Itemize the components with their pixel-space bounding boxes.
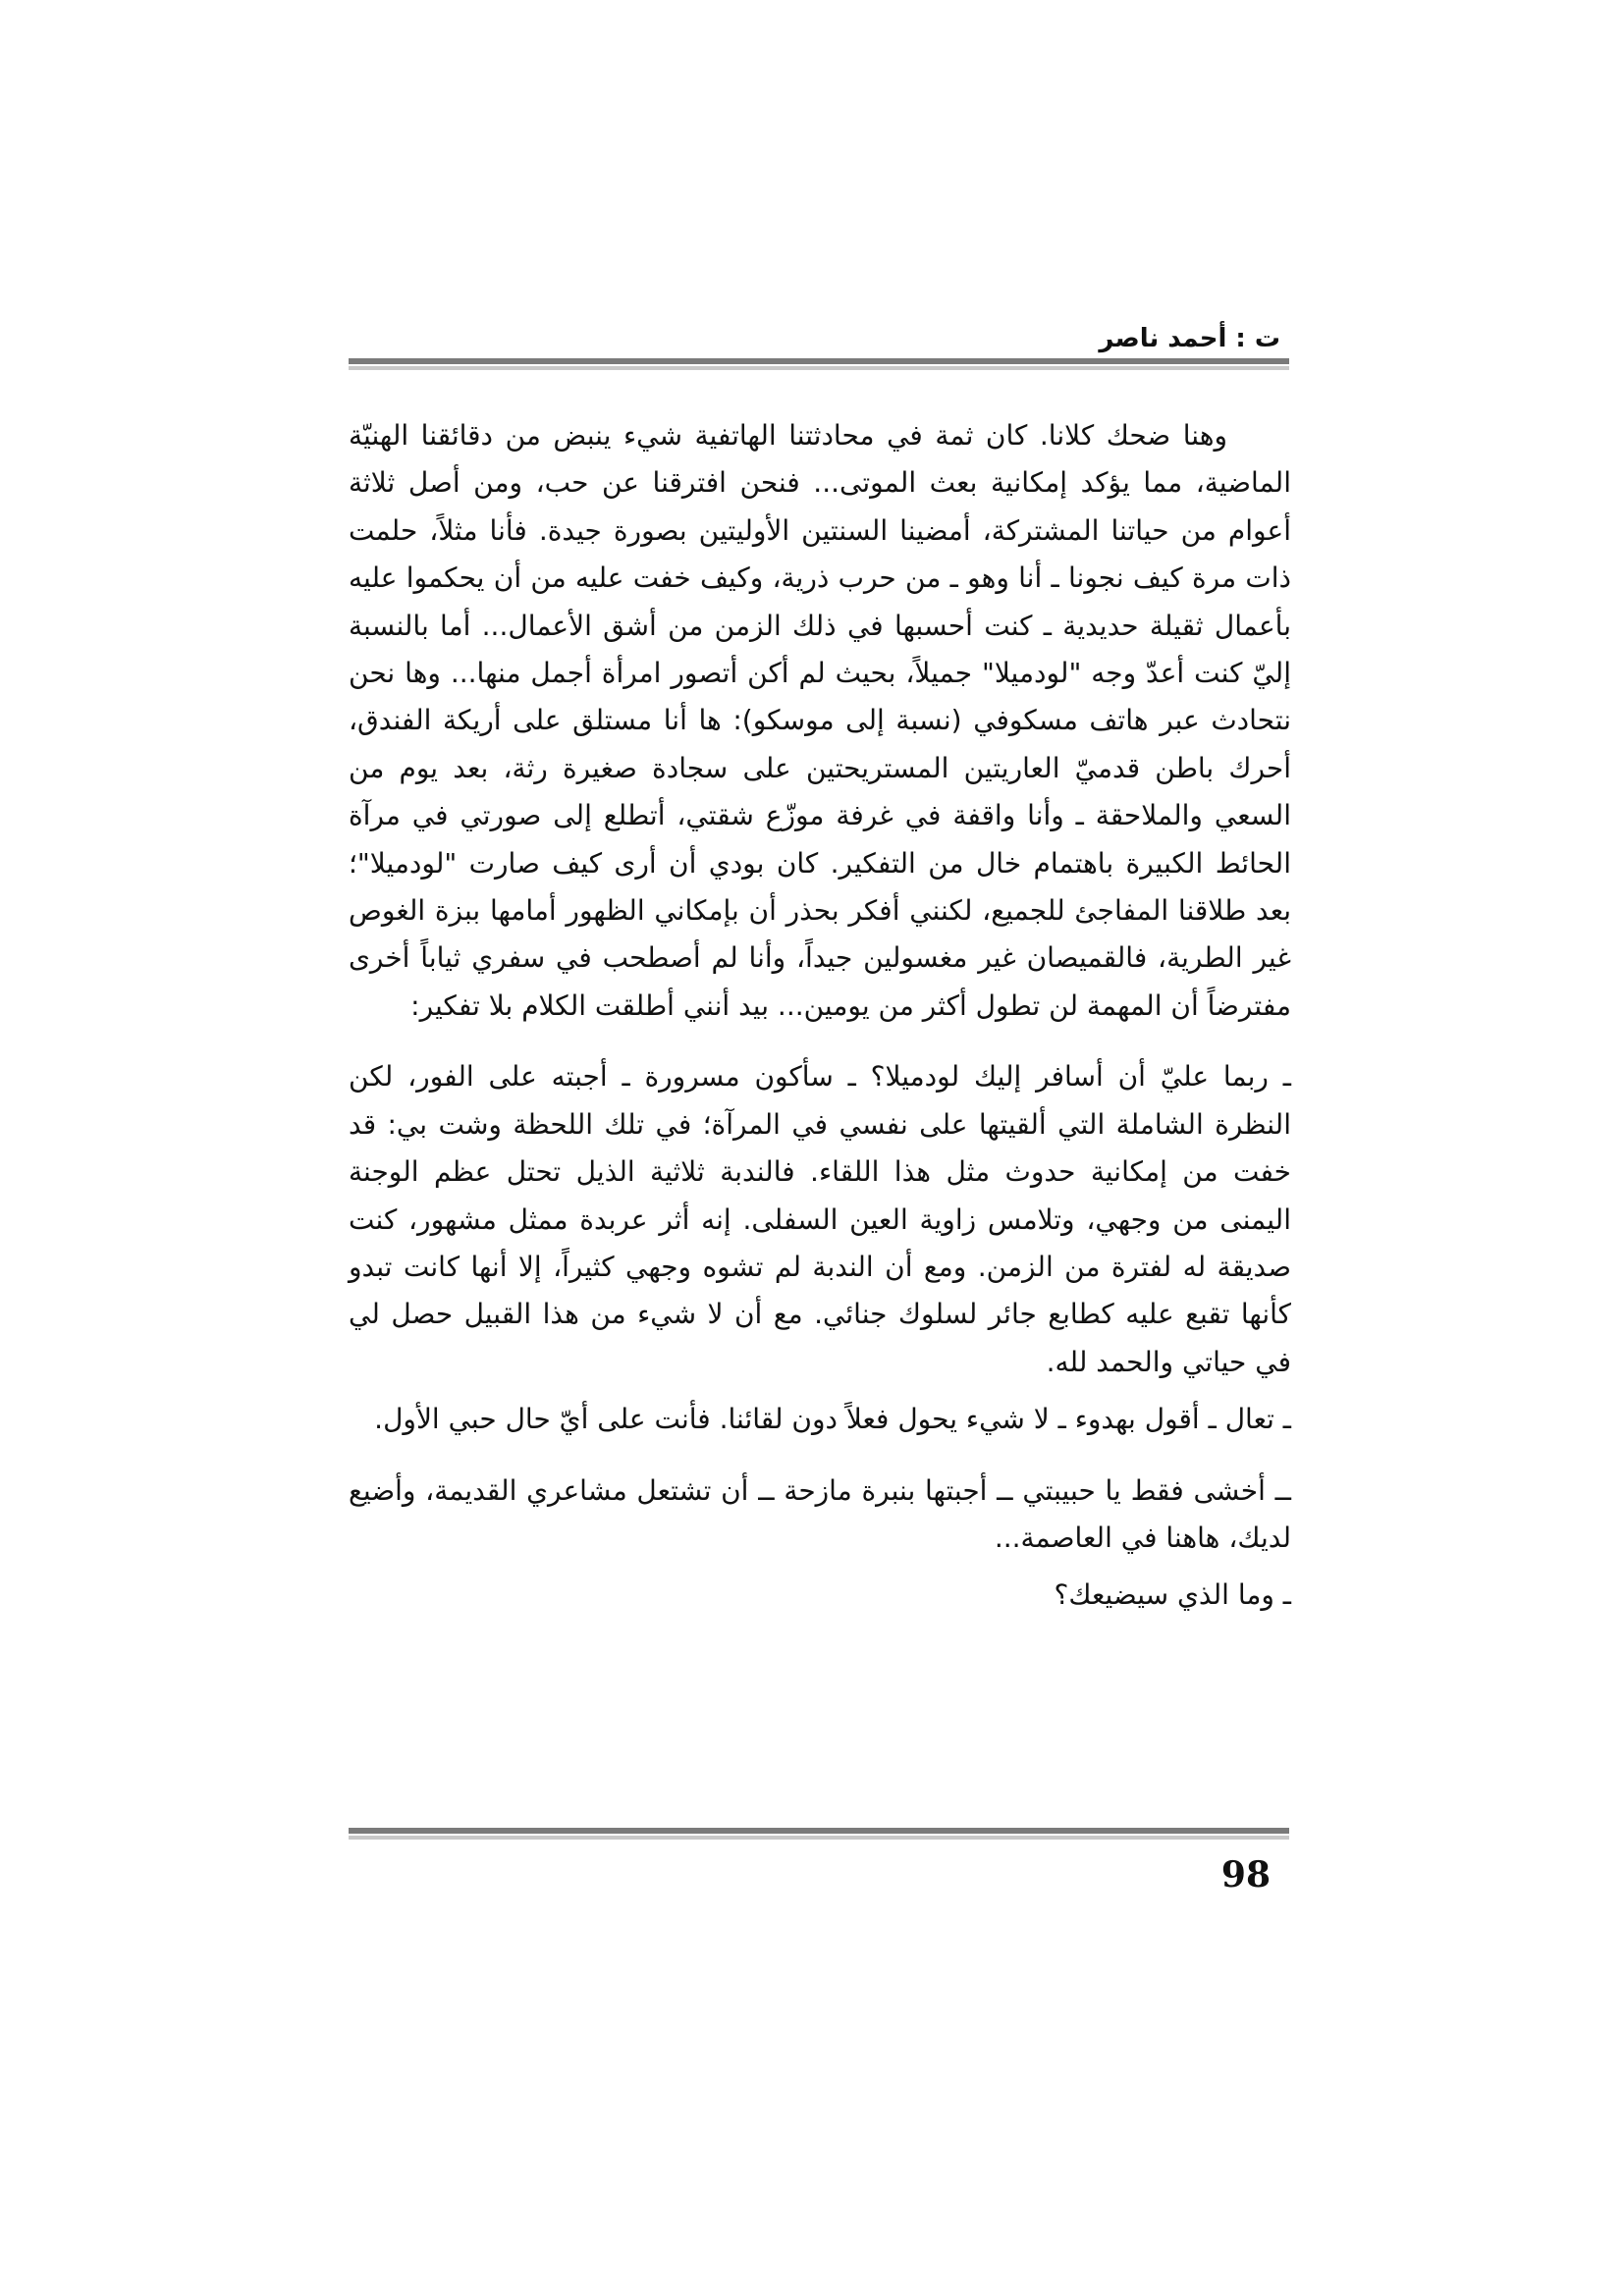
paragraph: وهنا ضحك كلانا. كان ثمة في محادثتنا الهاتفية شيء ينبض من دقائقنا الهنيّة الماضية، مما يؤكد إمكانية بعث الموتى... فنحن افترقنا عن حب، ومن أصل ثلاثة أعوام من حياتنا المشتركة، أمضينا السنتين الأوليتين بصورة جيدة. فأنا مثلاً، حلمت ذات مرة كيف نجونا ـ أنا وهو ـ من حرب ذرية، وكيف خفت عليه من أن يحكموا عليه بأعمال ثقيلة حديدية ـ كنت أحسبها في ذلك الزمن من أشق الأعمال... أما بالنسبة إليّ كنت أعدّ وجه "لودميلا" جميلاً، بحيث لم أكن أتصور امرأة أجمل منها... وها نحن نتحادث عبر هاتف مسكوفي (نسبة إلى موسكو): ها أنا مستلق على أريكة الفندق، أحرك باطن قدميّ العاريتين المستريحتين على سجادة صغيرة رثة، بعد يوم من السعي والملاحقة ـ وأنا واقفة في غرفة موزّع شقتي، أتطلع إلى صورتي في مرآة الحائط الكبيرة باهتمام خال من التفكير. كان بودي أن أرى كيف صارت "لودميلا"؛ بعد طلاقنا المفاجئ للجميع، لكنني أفكر بحذر أن بإمكاني الظهور أمامها ببزة الغوص غير الطرية، فالقميصان غير مغسولين جيداً، وأنا لم أصطحب في سفري ثياباً أخرى مفترضاً أن المهمة لن تطول أكثر من يومين... بيد أنني أطلقت الكلام بلا تفكير: bbox=[349, 419, 1291, 1022]
header-divider bbox=[349, 358, 1289, 370]
paragraph: ـ تعال ـ أقول بهدوء ـ لا شيء يحول فعلاً دون لقائنا. فأنت على أيّ حال حبي الأول. bbox=[374, 1403, 1291, 1436]
paragraph: ـ وما الذي سيضيعك؟ bbox=[1054, 1578, 1291, 1612]
paragraph: ـ ربما عليّ أن أسافر إليك لودميلا؟ ـ سأكون مسرورة ـ أجبته على الفور، لكن النظرة الشاملة التي ألقيتها على نفسي في المرآة؛ في تلك اللحظة وشت بي: قد خفت من إمكانية حدوث مثل هذا اللقاء. فالندبة ثلاثية الذيل تحتل عظم الوجنة اليمنى من وجهي، وتلامس زاوية العين السفلى. إنه أثر عربدة ممثل مشهور، كنت صديقة له لفترة من الزمن. ومع أن الندبة لم تشوه وجهي كثيراً، إلا أنها كانت تبدو كأنها تقبع عليه كطابع جائر لسلوك جنائي. مع أن لا شيء من هذا القبيل حصل لي في حياتي والحمد لله. bbox=[349, 1060, 1291, 1378]
running-header-author: ت : أحمد ناصر bbox=[1099, 324, 1280, 353]
footer-divider bbox=[349, 1828, 1289, 1840]
page-number: 98 bbox=[1220, 1854, 1271, 1896]
paragraph: ــ أخشى فقط يا حبيبتي ــ أجبتها بنبرة مازحة ــ أن تشتعل مشاعري القديمة، وأضيع لديك، هاهنا في العاصمة... bbox=[349, 1473, 1291, 1554]
page-body bbox=[349, 412, 1291, 1620]
